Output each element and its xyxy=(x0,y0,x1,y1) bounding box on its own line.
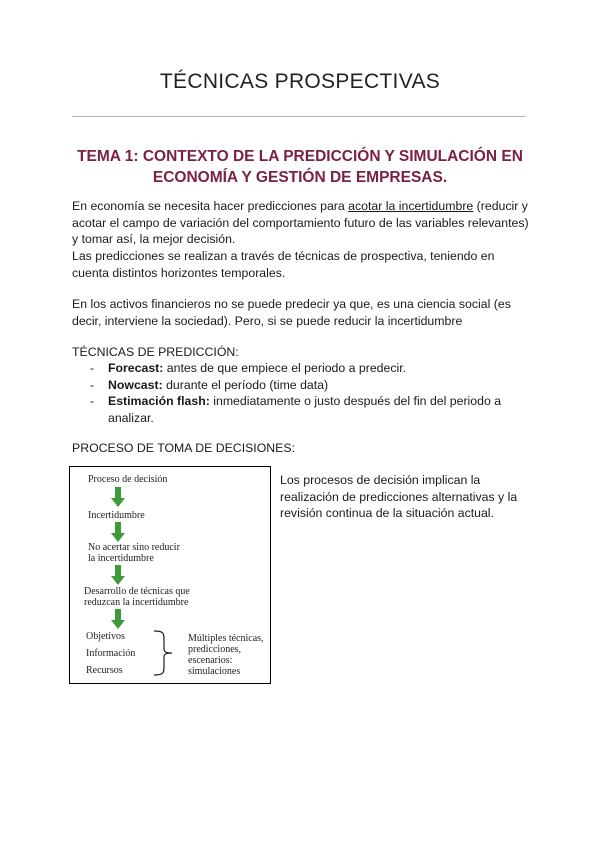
paragraph-intro xyxy=(72,198,534,248)
tecnicas-heading: TÉCNICAS DE PREDICCIÓN: xyxy=(72,345,239,359)
diagram-bracket-line-2: predicciones, xyxy=(188,644,242,655)
paragraph-predicciones: Las predicciones se realizan a través de técnicas de prospectiva, teniendo en cuenta distintos horizontes temporales. xyxy=(72,249,495,280)
item-term: Nowcast: xyxy=(108,377,163,392)
list-dash: - xyxy=(90,377,95,392)
diagram-list-informacion: Información xyxy=(86,648,136,659)
diagram-bracket-line-3: escenarios: xyxy=(188,655,233,666)
diagram-bracket-line-1: Múltiples técnicas, xyxy=(188,633,264,644)
item-desc: inmediatamente o justo después del fin del periodo a analizar. xyxy=(108,394,502,425)
item-desc: antes de que empiece el periodo a predecir. xyxy=(163,361,407,375)
list-item xyxy=(90,377,530,394)
list-item xyxy=(90,360,530,377)
item-term: Estimación flash: xyxy=(108,394,210,408)
diagram-step-proceso: Proceso de decisión xyxy=(88,474,168,485)
arrow-down-icon xyxy=(111,565,125,585)
paragraph-activos: En los activos financieros no se puede predecir ya que, es una ciencia social (es decir, interviene la sociedad). Pero, si se puede reducir la incertidumbre xyxy=(72,297,511,328)
tecnicas-list xyxy=(90,360,530,426)
item-term: Forecast: xyxy=(108,361,164,375)
section-heading xyxy=(60,146,540,188)
decision-process-diagram xyxy=(69,466,271,684)
curly-brace-icon xyxy=(152,629,176,677)
diagram-list-objetivos: Objetivos xyxy=(86,631,125,642)
diagram-step-desarrollo-1: Desarrollo de técnicas que xyxy=(84,586,190,597)
title-divider xyxy=(72,116,526,117)
item-desc: durante el período (time data) xyxy=(162,377,329,392)
arrow-down-icon xyxy=(111,609,125,629)
diagram-step-desarrollo-2: reduzcan la incertidumbre xyxy=(84,597,189,608)
intro-text-post: (reducir y acotar el campo de variación del comportamiento futuro de las variables relevantes) y tomar así, la mejor decisión. xyxy=(72,199,529,246)
list-dash: - xyxy=(90,361,95,375)
diagram-step-no-acertar-2: la incertidumbre xyxy=(88,553,154,564)
proceso-heading: PROCESO DE TOMA DE DECISIONES: xyxy=(72,441,295,455)
diagram-step-no-acertar-1: No acertar sino reducir xyxy=(88,542,180,553)
list-item xyxy=(90,393,530,426)
intro-underlined-term: acotar la incertidumbre xyxy=(348,199,474,213)
section-heading-line-2: ECONOMÍA Y GESTIÓN DE EMPRESAS. xyxy=(152,169,448,186)
diagram-bracket-line-4: simulaciones xyxy=(188,666,241,677)
section-heading-line-1: TEMA 1: CONTEXTO DE LA PREDICCIÓN Y SIMULACIÓN EN xyxy=(77,148,523,165)
intro-text-pre: En economía se necesita hacer predicciones para xyxy=(72,199,349,213)
arrow-down-icon xyxy=(111,522,125,542)
page-title: TÉCNICAS PROSPECTIVAS xyxy=(159,70,441,93)
diagram-step-incertidumbre: Incertidumbre xyxy=(88,510,145,521)
list-dash: - xyxy=(90,394,95,408)
diagram-caption: Los procesos de decisión implican la realización de predicciones alternativas y la revisión continua de la situación actual. xyxy=(280,473,518,520)
diagram-list-recursos: Recursos xyxy=(86,665,123,676)
arrow-down-icon xyxy=(111,487,125,507)
